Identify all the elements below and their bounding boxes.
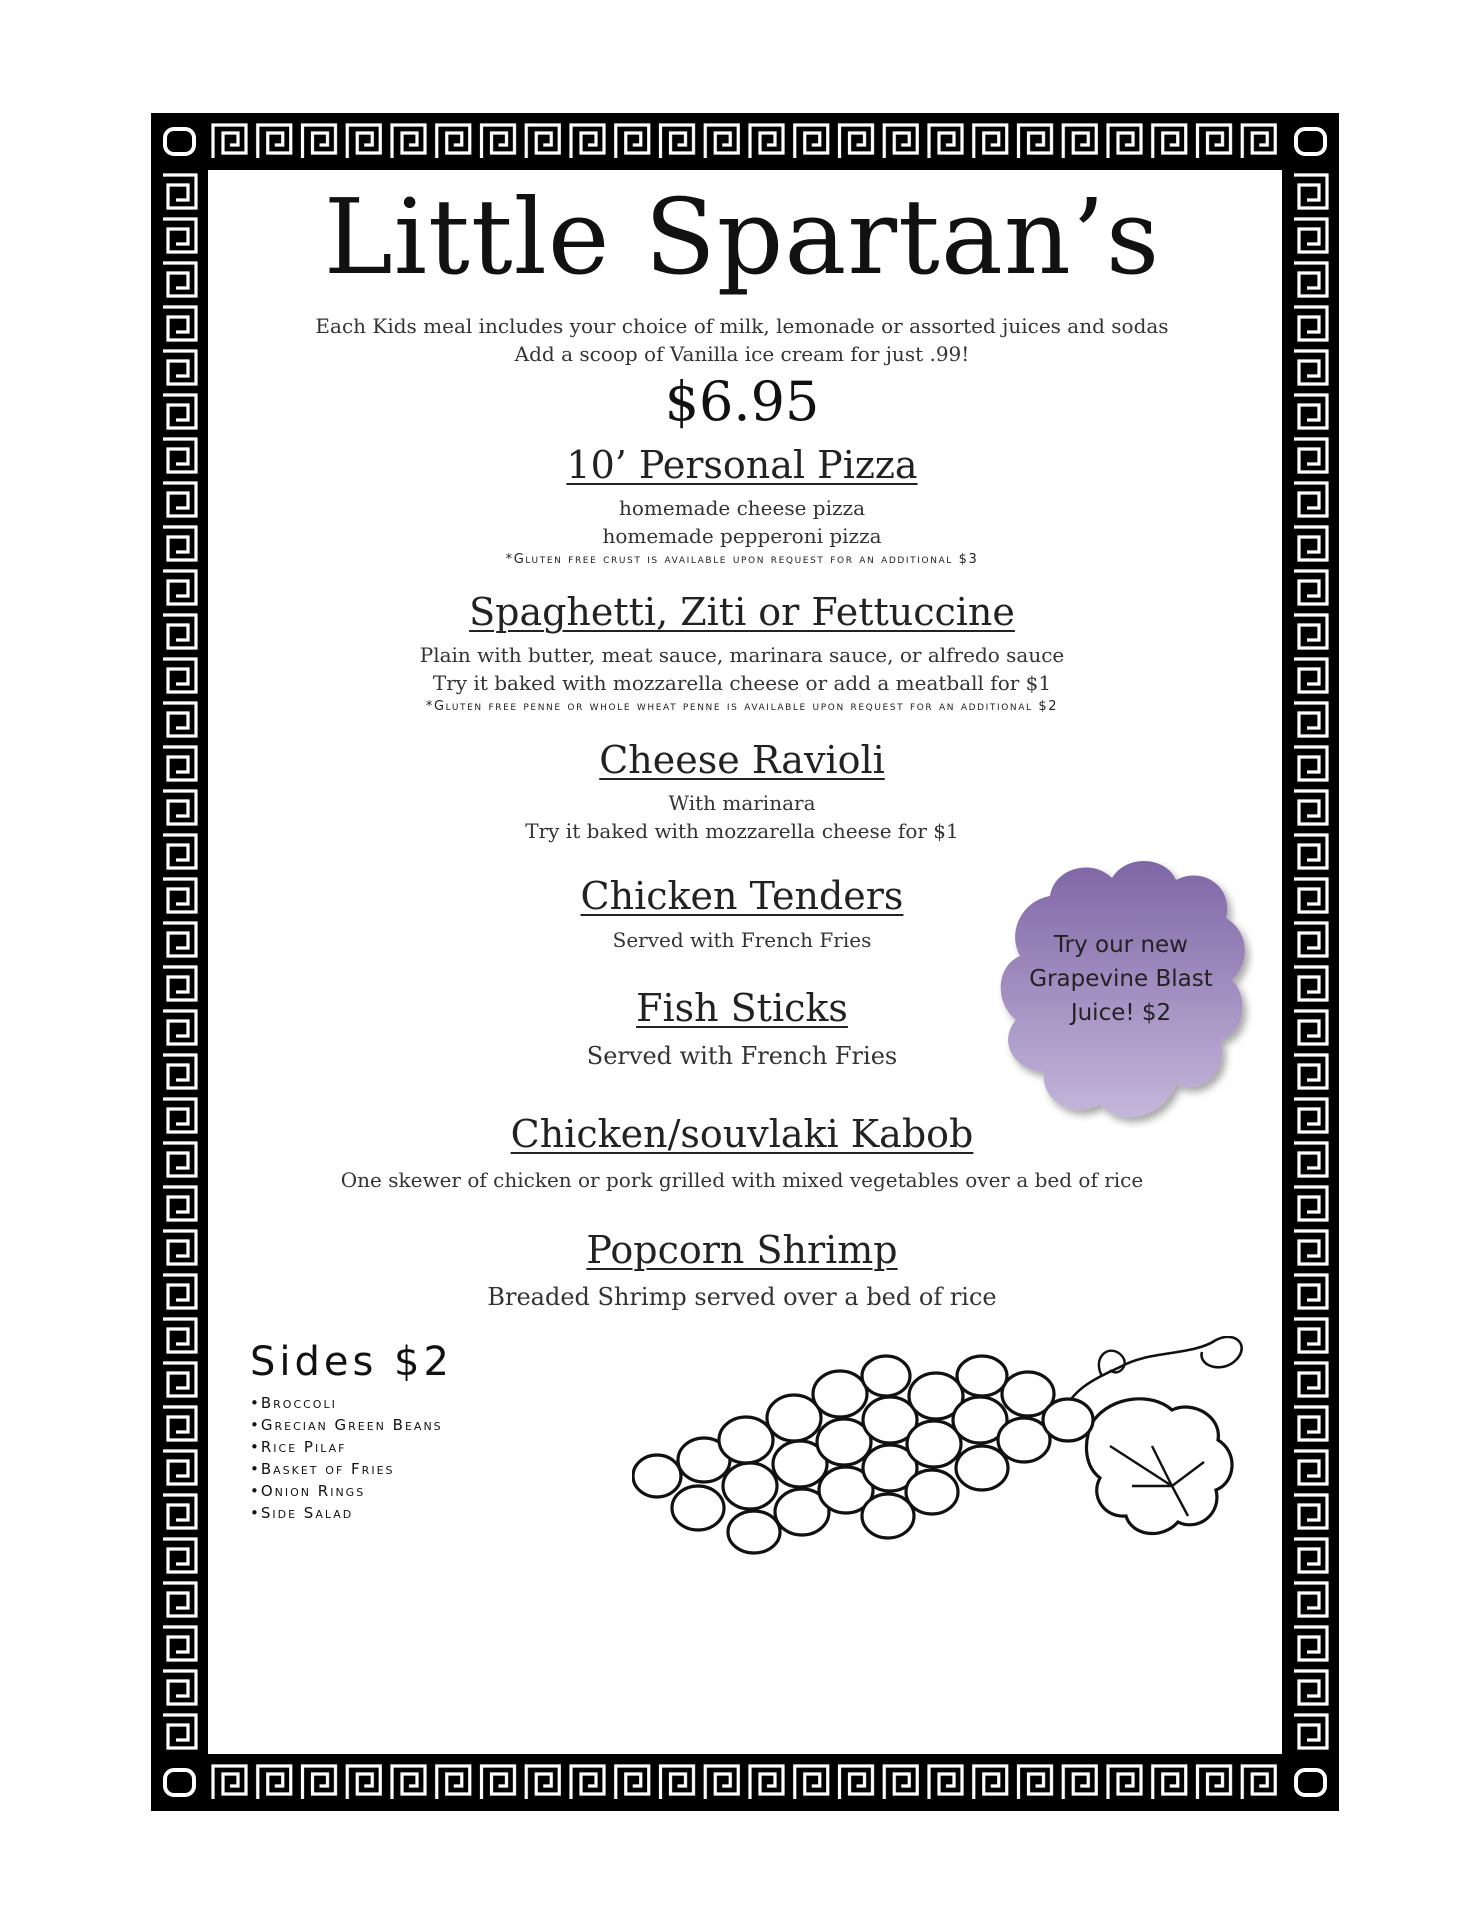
border-corner-icon (155, 117, 204, 166)
intro-line-2: Add a scoop of Vanilla ice cream for just .99! (514, 342, 970, 366)
grape-cluster-icon (632, 1336, 1262, 1558)
side-item: •Broccoli (250, 1394, 337, 1412)
sides-title: Sides $2 (250, 1339, 453, 1385)
promo-line: Grapevine Blast (1029, 966, 1213, 992)
border-top-strip (208, 117, 1282, 166)
border-corner-icon (155, 1758, 204, 1807)
item-line: Try it baked with mozzarella cheese or add a meatball for $1 (432, 671, 1052, 695)
intro-line-1: Each Kids meal includes your choice of milk, lemonade or assorted juices and sodas (315, 314, 1169, 338)
side-item: •Grecian Green Beans (250, 1416, 443, 1434)
item-heading-fish-sticks: Fish Sticks (636, 986, 848, 1030)
promo-text (988, 928, 1254, 1030)
item-heading-pasta: Spaghetti, Ziti or Fettuccine (469, 590, 1015, 634)
item-heading-ravioli: Cheese Ravioli (599, 738, 885, 782)
side-item: •Basket of Fries (250, 1460, 395, 1478)
item-line: Served with French Fries (612, 928, 872, 952)
kids-meal-price: $6.95 (664, 370, 820, 433)
side-item: •Side Salad (250, 1504, 354, 1522)
promo-cloud (988, 848, 1254, 1144)
promo-line: Juice! $2 (1070, 1000, 1172, 1026)
item-line: Try it baked with mozzarella cheese for $1 (525, 819, 959, 843)
border-bottom-strip (208, 1758, 1282, 1807)
item-line: homemade pepperoni pizza (602, 524, 882, 548)
promo-line: Try our new (1053, 932, 1188, 958)
side-item: •Rice Pilaf (250, 1438, 347, 1456)
item-line: Served with French Fries (586, 1042, 898, 1070)
border-corner-icon (1286, 1758, 1335, 1807)
item-line: Breaded Shrimp served over a bed of rice (487, 1283, 997, 1311)
item-note: *Gluten free crust is available upon request for an additional $3 (505, 552, 979, 567)
item-heading-chicken-tenders: Chicken Tenders (580, 874, 904, 918)
item-line: homemade cheese pizza (618, 496, 865, 520)
item-heading-kabob: Chicken/souvlaki Kabob (510, 1112, 974, 1156)
item-heading-pizza: 10’ Personal Pizza (566, 443, 918, 487)
item-line: With marinara (668, 791, 816, 815)
item-line: Plain with butter, meat sauce, marinara sauce, or alfredo sauce (419, 643, 1065, 667)
menu-title: Little Spartan’s (323, 176, 1161, 298)
border-corner-icon (1286, 117, 1335, 166)
item-line: One skewer of chicken or pork grilled with mixed vegetables over a bed of rice (340, 1168, 1144, 1192)
side-item: •Onion Rings (250, 1482, 366, 1500)
item-heading-popcorn-shrimp: Popcorn Shrimp (586, 1228, 898, 1272)
item-note: *Gluten free penne or whole wheat penne is available upon request for an additional $2 (425, 699, 1059, 714)
sides-list (250, 1392, 443, 1524)
